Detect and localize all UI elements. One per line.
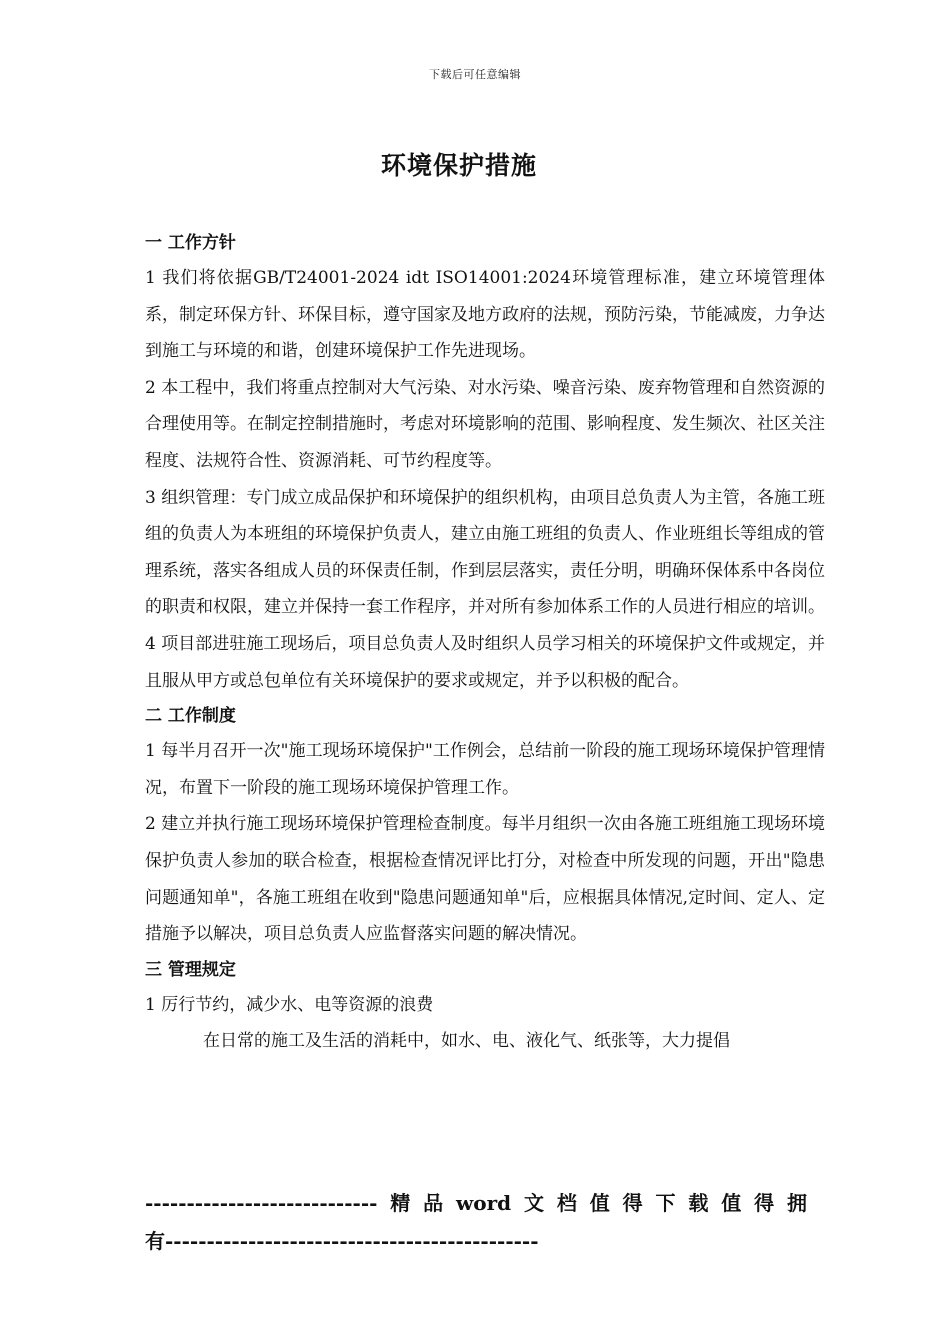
footer-word: 值	[721, 1191, 742, 1215]
footer-line-2	[145, 1222, 807, 1260]
paragraph: 2 本工程中，我们将重点控制对大气污染、对水污染、噪音污染、废弃物管理和自然资源的合理使用等。在制定控制措施时，考虑对环境影响的范围、影响程度、发生频次、社区关注程度、法规符合性、资源消耗、可节约程度等。	[145, 377, 825, 471]
footer-dashes: ---------------------------------------------	[165, 1229, 539, 1253]
document-body	[145, 226, 825, 1060]
footer-word: 得	[622, 1191, 643, 1215]
page-title: 环境保护措施	[380, 151, 537, 180]
section-heading-policy: 一 工作方针	[145, 233, 236, 253]
footer-word: 值	[589, 1191, 610, 1215]
paragraph: 4 项目部进驻施工现场后，项目总负责人及时组织人员学习相关的环境保护文件或规定，并且服从甲方或总包单位有关环境保护的要求或规定，并予以积极的配合。	[145, 633, 825, 691]
paragraph: 2 建立并执行施工现场环境保护管理检查制度。每半月组织一次由各施工班组施工现场环境保护负责人参加的联合检查，根据检查情况评比打分，对检查中所发现的问题，开出"隐患问题通知单"，各施工班组在收到"隐患问题通知单"后，应根据具体情况,定时间、定人、定措施予以解决，项目总负责人应监督落实问题的解决情况。	[145, 814, 825, 945]
footer-line-1	[145, 1184, 807, 1222]
footer-banner	[145, 1184, 807, 1260]
footer-dashes: ----------------------------	[145, 1191, 378, 1215]
footer-word: 拥	[787, 1191, 807, 1215]
footer-word: 档	[556, 1191, 577, 1215]
section-heading-rules: 三 管理规定	[145, 959, 236, 980]
paragraph: 1 我们将依据GB/T24001-2024 idt ISO14001:2024环境管理标准，建立环境管理体系，制定环保方针、环保目标，遵守国家及地方政府的法规，预防污染，节能减废，力争达到施工与环境的和谐，创建环境保护工作先进现场。	[145, 268, 825, 362]
paragraph: 1 每半月召开一次"施工现场环境保护"工作例会，总结前一阶段的施工现场环境保护管理情况，布置下一阶段的施工现场环境保护管理工作。	[145, 741, 825, 798]
footer-word: 品	[423, 1191, 444, 1215]
paragraph: 1 厉行节约，减少水、电等资源的浪费	[145, 994, 434, 1015]
section-heading-system: 二 工作制度	[145, 706, 236, 727]
header-note: 下载后可任意编辑	[429, 68, 521, 81]
footer-word: 得	[754, 1191, 775, 1215]
paragraph-indented: 在日常的施工及生活的消耗中，如水、电、液化气、纸张等，大力提倡	[203, 1031, 730, 1052]
footer-word: 有	[145, 1229, 165, 1253]
footer-word: 文	[524, 1191, 544, 1215]
footer-word: 载	[688, 1191, 709, 1215]
footer-word: 下	[655, 1191, 676, 1215]
paragraph: 3 组织管理：专门成立成品保护和环境保护的组织机构，由项目总负责人为主管，各施工班组的负责人为本班组的环境保护负责人，建立由施工班组的负责人、作业班组长等组成的管理系统，落实各组成人员的环保责任制，作到层层落实，责任分明，明确环保体系中各岗位的职责和权限，建立并保持一套工作程序，并对所有参加体系工作的人员进行相应的培训。	[145, 487, 825, 618]
footer-word: 精	[390, 1191, 411, 1215]
footer-word: word	[456, 1191, 512, 1215]
